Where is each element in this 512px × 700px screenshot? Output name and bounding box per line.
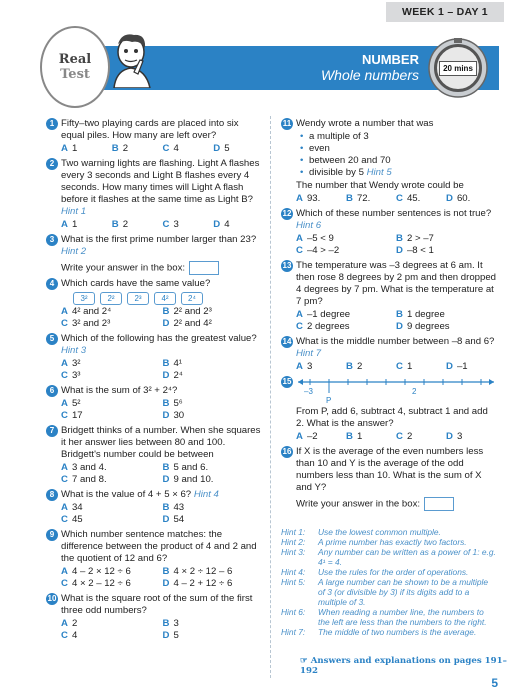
option-c[interactable]: C 3 xyxy=(162,219,179,230)
question-3 xyxy=(46,234,264,275)
question-number: 5 xyxy=(46,333,58,345)
question-7 xyxy=(46,425,264,486)
hint-link[interactable]: Hint 5 xyxy=(366,167,392,178)
hint-6: Hint 6: When reading a number line, the numbers to the left are less than the numbers to the right. xyxy=(281,607,487,627)
hint-link[interactable]: Hint 1 xyxy=(61,206,87,217)
option-c[interactable]: C 45. xyxy=(396,193,421,204)
answer-box[interactable] xyxy=(189,261,219,275)
option-d[interactable]: D 5 xyxy=(213,143,230,154)
option-a[interactable]: A –2 xyxy=(296,431,318,442)
hint-link[interactable]: Hint 2 xyxy=(61,246,87,257)
question-text: Fifty–two playing cards are placed into six equal piles. How many are left over? xyxy=(61,118,239,141)
option-c[interactable]: C 3³ xyxy=(61,370,81,381)
value-card: 4² xyxy=(154,292,176,305)
option-c[interactable]: C 1 xyxy=(396,361,413,372)
option-a[interactable]: A 3² xyxy=(61,358,81,369)
options xyxy=(61,502,264,526)
question-number: 10 xyxy=(47,594,57,603)
option-b[interactable]: B 4 × 2 ÷ 12 – 6 xyxy=(162,566,233,577)
option-d[interactable]: D 54 xyxy=(162,514,185,525)
value-card: 2⁴ xyxy=(181,292,203,305)
right-column xyxy=(281,118,496,514)
option-d[interactable]: D –8 < 1 xyxy=(396,245,434,256)
pointing-hand-icon: ☞ xyxy=(300,656,311,666)
option-a[interactable]: A 1 xyxy=(61,219,78,230)
options xyxy=(296,361,496,373)
option-a[interactable]: A –1 degree xyxy=(296,309,351,320)
option-b[interactable]: B 43 xyxy=(162,502,185,513)
option-d[interactable]: D 30 xyxy=(162,410,185,421)
question-number: 16 xyxy=(282,447,292,456)
question-text: What is the value of 4 + 5 × 6? xyxy=(61,489,192,500)
option-c[interactable]: C 17 xyxy=(61,410,83,421)
question-15 xyxy=(281,376,496,443)
option-b[interactable]: B 5⁶ xyxy=(162,398,183,409)
number-line xyxy=(296,376,496,406)
option-c[interactable]: C 45 xyxy=(61,514,83,525)
options xyxy=(61,219,264,231)
hint-link[interactable]: Hint 7 xyxy=(296,348,322,359)
question-2 xyxy=(46,158,264,231)
options xyxy=(61,306,264,330)
question-10 xyxy=(46,593,264,642)
question-number: 12 xyxy=(282,209,292,218)
hint-3: Hint 3: Any number can be written as a power of 1: e.g. 4¹ = 4. xyxy=(281,547,496,567)
badge-line-1: Real xyxy=(58,52,92,67)
value-card: 2² xyxy=(100,292,122,305)
question-number: 7 xyxy=(46,425,58,437)
question-4 xyxy=(46,278,264,330)
criteria-item: • between 20 and 70 xyxy=(300,155,496,167)
hint-1: Hint 1: Use the lowest common multiple. xyxy=(281,527,441,537)
options xyxy=(61,566,264,590)
question-13 xyxy=(281,260,496,333)
option-a[interactable]: A 1 xyxy=(61,143,78,154)
question-8 xyxy=(46,489,264,526)
options xyxy=(61,462,264,486)
criteria-item: • divisible by 5 Hint 5 xyxy=(300,167,496,179)
write-prompt: Write your answer in the box: xyxy=(296,498,421,510)
question-text: Wendy wrote a number that was xyxy=(296,118,434,129)
hint-7: Hint 7: The middle of two numbers is the average. xyxy=(281,627,477,637)
question-number: 14 xyxy=(282,337,292,346)
option-b[interactable]: B 1 degree xyxy=(396,309,445,320)
question-text: What is the first prime number larger than 23? xyxy=(61,234,257,245)
question-number: 4 xyxy=(46,278,58,290)
stopwatch-face xyxy=(434,44,482,92)
question-text: Bridgett thinks of a number. When she squares it her answer lies between 80 and 100. Bridgett's number could be between xyxy=(61,425,261,460)
question-text: What is the square root of the sum of the first three odd numbers? xyxy=(61,593,253,616)
column-divider xyxy=(270,116,271,678)
numline-label-minus3: –3 xyxy=(304,387,313,396)
stopwatch-icon xyxy=(428,38,488,98)
option-b[interactable]: B 4¹ xyxy=(162,358,182,369)
question-text: Which cards have the same value? xyxy=(61,278,211,289)
option-c[interactable]: C –4 > –2 xyxy=(296,245,340,256)
option-d[interactable]: D 5 xyxy=(162,630,179,641)
option-b[interactable]: B 2 xyxy=(111,143,129,154)
question-11 xyxy=(281,118,496,205)
write-prompt: Write your answer in the box: xyxy=(61,262,186,274)
question-number: 11 xyxy=(282,119,292,128)
hint-5: Hint 5: A large number can be shown to be a multiple of 3 (or divisible by 3) if its digits add to a multiple of 3. xyxy=(281,577,489,607)
options xyxy=(61,143,264,155)
option-c[interactable]: C 7 and 8. xyxy=(61,474,107,485)
question-text: If X is the average of the even numbers less than 10 and Y is the average of the odd numbers less than 10. What is the sum of X and Y? xyxy=(296,446,484,493)
question-12 xyxy=(281,208,496,257)
hints-panel xyxy=(281,527,496,637)
question-number: 13 xyxy=(282,261,292,270)
option-b[interactable]: B 72. xyxy=(346,193,371,204)
option-d[interactable]: D 3 xyxy=(446,431,463,442)
option-b[interactable]: B 2 > –7 xyxy=(396,233,434,244)
numline-label-2: 2 xyxy=(412,387,417,396)
options xyxy=(296,309,496,333)
answer-box[interactable] xyxy=(424,497,454,511)
option-b[interactable]: B 2 xyxy=(111,219,129,230)
option-d[interactable]: D 2⁴ xyxy=(162,370,183,381)
options xyxy=(61,358,264,382)
option-c[interactable]: C 4 × 2 – 12 ÷ 6 xyxy=(61,578,131,589)
option-a[interactable]: A 3 and 4. xyxy=(61,462,107,473)
option-d[interactable]: D 60. xyxy=(446,193,471,204)
option-d[interactable]: D 9 degrees xyxy=(396,321,450,332)
question-6 xyxy=(46,385,264,422)
options xyxy=(296,431,496,443)
question-1 xyxy=(46,118,264,155)
question-text-2: The number that Wendy wrote could be xyxy=(296,180,464,191)
option-b[interactable]: B 1 xyxy=(346,431,363,442)
question-text: The temperature was –3 degrees at 6 am. It then rose 8 degrees by 2 pm and then dropped 4 degrees by 7 pm. What is the temperature at 7 pm? xyxy=(296,260,497,307)
question-number: 15 xyxy=(282,377,292,386)
value-card: 2³ xyxy=(127,292,149,305)
question-16 xyxy=(281,446,496,511)
criteria-item: • a multiple of 3 xyxy=(300,131,496,143)
question-text: Two warning lights are flashing. Light A flashes every 3 seconds and Light B flashes every 4 seconds. How many times will Light A flash before it flashes at the same time as Light B? xyxy=(61,158,260,205)
week-day-tab: WEEK 1 – DAY 1 xyxy=(386,2,504,22)
badge-line-2: Test xyxy=(60,67,90,82)
topic-title: NUMBER xyxy=(361,52,419,67)
answers-reference: ☞ Answers and explanations on pages 191–192 xyxy=(300,656,507,676)
options xyxy=(61,618,264,642)
option-a[interactable]: A 3 xyxy=(296,361,313,372)
question-14 xyxy=(281,336,496,373)
value-card: 3² xyxy=(73,292,95,305)
question-number: 3 xyxy=(46,234,58,246)
hint-link[interactable]: Hint 6 xyxy=(296,220,322,231)
options xyxy=(296,233,496,257)
question-text: What is the sum of 3² + 2⁴? xyxy=(61,385,178,396)
option-b[interactable]: B 5 and 6. xyxy=(162,462,209,473)
option-c[interactable]: C 4 xyxy=(61,630,78,641)
option-c[interactable]: C 3² and 2³ xyxy=(61,318,111,329)
question-text: Which of the following has the greatest value? xyxy=(61,333,257,344)
option-d[interactable]: D 2² and 4² xyxy=(162,318,212,329)
criteria-item: • even xyxy=(300,143,496,155)
left-column xyxy=(46,118,264,645)
option-a[interactable]: A 4 – 2 × 12 ÷ 6 xyxy=(61,566,131,577)
option-a[interactable]: A 2 xyxy=(61,618,78,629)
hint-link[interactable]: Hint 4 xyxy=(193,489,219,500)
option-d[interactable]: D 4 – 2 + 12 ÷ 6 xyxy=(162,578,233,589)
numline-label-p: P xyxy=(326,396,332,405)
option-a[interactable]: A 93. xyxy=(296,193,321,204)
question-number: 1 xyxy=(46,118,58,130)
hint-4: Hint 4: Use the rules for the order of operations. xyxy=(281,567,469,577)
question-text: Which of these number sentences is not true? xyxy=(296,208,492,219)
options xyxy=(296,193,496,205)
option-a[interactable]: A 34 xyxy=(61,502,83,513)
topic-subtitle: Whole numbers xyxy=(320,67,419,83)
option-a[interactable]: A 5² xyxy=(61,398,81,409)
thinking-person-icon xyxy=(104,30,158,88)
question-text: From P, add 6, subtract 4, subtract 1 and add 2. What is the answer? xyxy=(296,406,488,429)
option-c[interactable]: C 2 degrees xyxy=(296,321,350,332)
value-cards xyxy=(73,292,264,305)
question-5 xyxy=(46,333,264,382)
option-a[interactable]: A –5 < 9 xyxy=(296,233,334,244)
option-d[interactable]: D –1 xyxy=(446,361,468,372)
question-number: 8 xyxy=(46,489,58,501)
option-b[interactable]: B 2² and 2³ xyxy=(162,306,212,317)
question-text: What is the middle number between –8 and 6? xyxy=(296,336,495,347)
options xyxy=(61,398,264,422)
option-b[interactable]: B 3 xyxy=(162,618,179,629)
question-9 xyxy=(46,529,264,590)
option-b[interactable]: B 2 xyxy=(346,361,363,372)
hint-link[interactable]: Hint 3 xyxy=(61,345,87,356)
real-test-badge xyxy=(40,26,110,108)
question-number: 6 xyxy=(46,385,58,397)
hint-2: Hint 2: A prime number has exactly two factors. xyxy=(281,537,467,547)
option-d[interactable]: D 4 xyxy=(213,219,230,230)
option-d[interactable]: D 9 and 10. xyxy=(162,474,214,485)
question-number: 2 xyxy=(46,158,58,170)
timer-label: 20 mins xyxy=(439,61,477,76)
option-c[interactable]: C 4 xyxy=(162,143,179,154)
option-a[interactable]: A 4² and 2⁴ xyxy=(61,306,112,317)
question-text: Which number sentence matches: the difference between the product of 4 and 2 and the quotient of 12 and 6? xyxy=(61,529,257,564)
question-number: 9 xyxy=(46,529,58,541)
criteria-list xyxy=(300,131,496,179)
option-c[interactable]: C 2 xyxy=(396,431,413,442)
page-number: 5 xyxy=(491,676,498,690)
